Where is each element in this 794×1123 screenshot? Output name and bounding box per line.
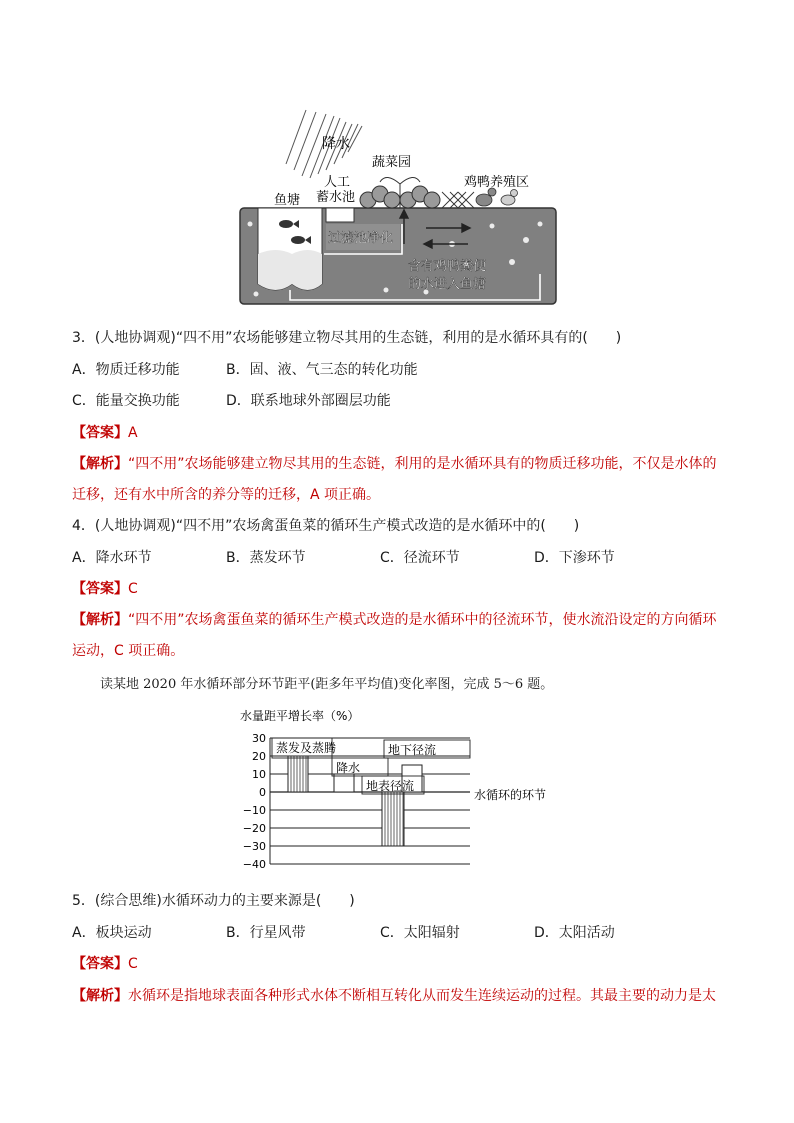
q3-analysis-1 — [72, 454, 717, 474]
analysis-tag: 【解析】 — [72, 456, 128, 472]
label-filter: 过滤池净化 — [328, 231, 394, 246]
label-poultry: 鸡鸭养殖区 — [464, 175, 530, 190]
q3-answer — [72, 423, 138, 443]
label-fishpond: 鱼塘 — [274, 193, 301, 208]
q5-stem: 5．(综合思维)水循环动力的主要来源是( ) — [72, 893, 355, 909]
q5-answer — [72, 954, 138, 974]
category-label: 地下径流 — [388, 743, 437, 757]
q5-option-b[interactable]: B．行星风带 — [226, 925, 306, 941]
category-label: 降水 — [336, 761, 361, 775]
q4-option-d[interactable]: D．下渗环节 — [534, 550, 615, 566]
q4-option-a[interactable]: A．降水环节 — [72, 550, 152, 566]
answer-tag: 【答案】 — [72, 425, 128, 441]
q4-analysis-1 — [72, 610, 717, 630]
y-tick-label: 30 — [252, 732, 266, 745]
q4-analysis-2: 运动，C 项正确。 — [72, 643, 185, 659]
category-label: 蒸发及蒸腾 — [276, 741, 337, 755]
q3-option-d[interactable]: D．联系地球外部圈层功能 — [226, 393, 391, 409]
label-reservoir-2: 蓄水池 — [316, 190, 356, 205]
y-tick-label: 0 — [259, 786, 266, 799]
analysis-tag: 【解析】 — [72, 612, 128, 628]
q3-option-a[interactable]: A．物质迁移功能 — [72, 362, 180, 378]
label-manure-1: 含有鸡鸭粪便 — [408, 259, 487, 274]
answer-tag: 【答案】 — [72, 581, 128, 597]
water-anomaly-chart — [236, 700, 566, 878]
y-tick-label: 20 — [252, 750, 266, 763]
chart-tick-labels — [243, 732, 266, 871]
y-tick-label: −20 — [242, 822, 266, 835]
poultry-icon — [476, 188, 518, 206]
q3-stem: 3．(人地协调观)“四不用”农场能够建立物尽其用的生态链，利用的是水循环具有的( ) — [72, 330, 622, 346]
analysis-text: “四不用”农场禽蛋鱼菜的循环生产模式改造的是水循环中的径流环节，使水流沿设定的方向循环 — [128, 612, 717, 628]
label-reservoir-1: 人工 — [324, 175, 351, 190]
label-manure-2: 的水进入鱼塘 — [408, 277, 487, 292]
q5-option-a[interactable]: A．板块运动 — [72, 925, 152, 941]
chart-ylabel: 水量距平增长率（%） — [240, 709, 360, 723]
answer-value: C — [128, 581, 138, 597]
analysis-text: “四不用”农场能够建立物尽其用的生态链，利用的是水循环具有的物质迁移功能，不仅是水体的 — [128, 456, 717, 472]
pond-water — [258, 250, 322, 290]
answer-tag: 【答案】 — [72, 956, 128, 972]
answer-value: A — [128, 425, 138, 441]
q3-analysis-2: 迁移，还有水中所含的养分等的迁移，A 项正确。 — [72, 487, 381, 503]
label-garden: 蔬菜园 — [372, 155, 412, 170]
bar — [334, 774, 354, 792]
q3-option-b[interactable]: B．固、液、气三态的转化功能 — [226, 362, 418, 378]
section-intro: 读某地 2020 年水循环部分环节距平(距多年平均值)变化率图，完成 5～6 题。 — [100, 677, 554, 692]
y-tick-label: −30 — [242, 840, 266, 853]
q4-option-b[interactable]: B．蒸发环节 — [226, 550, 306, 566]
y-tick-label: −40 — [242, 858, 266, 871]
category-label: 地表径流 — [366, 779, 415, 793]
q4-stem: 4．(人地协调观)“四不用”农场禽蛋鱼菜的循环生产模式改造的是水循环中的( ) — [72, 518, 580, 534]
q4-answer — [72, 579, 138, 599]
q5-option-d[interactable]: D．太阳活动 — [534, 925, 615, 941]
analysis-text: 水循环是指地球表面各种形式水体不断相互转化从而发生连续运动的过程。其最主要的动力是太 — [128, 988, 716, 1004]
label-rain: 降水 — [322, 136, 350, 152]
reservoir — [326, 208, 354, 222]
y-tick-label: −10 — [242, 804, 266, 817]
q5-analysis-1 — [72, 986, 716, 1006]
chart-xlabel: 水循环的环节 — [474, 788, 547, 802]
y-tick-label: 10 — [252, 768, 266, 781]
fence-icon — [442, 192, 474, 208]
answer-value: C — [128, 956, 138, 972]
farm-water-cycle-diagram — [236, 104, 560, 308]
analysis-tag: 【解析】 — [72, 988, 128, 1004]
q5-option-c[interactable]: C．太阳辐射 — [380, 925, 460, 941]
q4-option-c[interactable]: C．径流环节 — [380, 550, 460, 566]
q3-option-c[interactable]: C．能量交换功能 — [72, 393, 180, 409]
